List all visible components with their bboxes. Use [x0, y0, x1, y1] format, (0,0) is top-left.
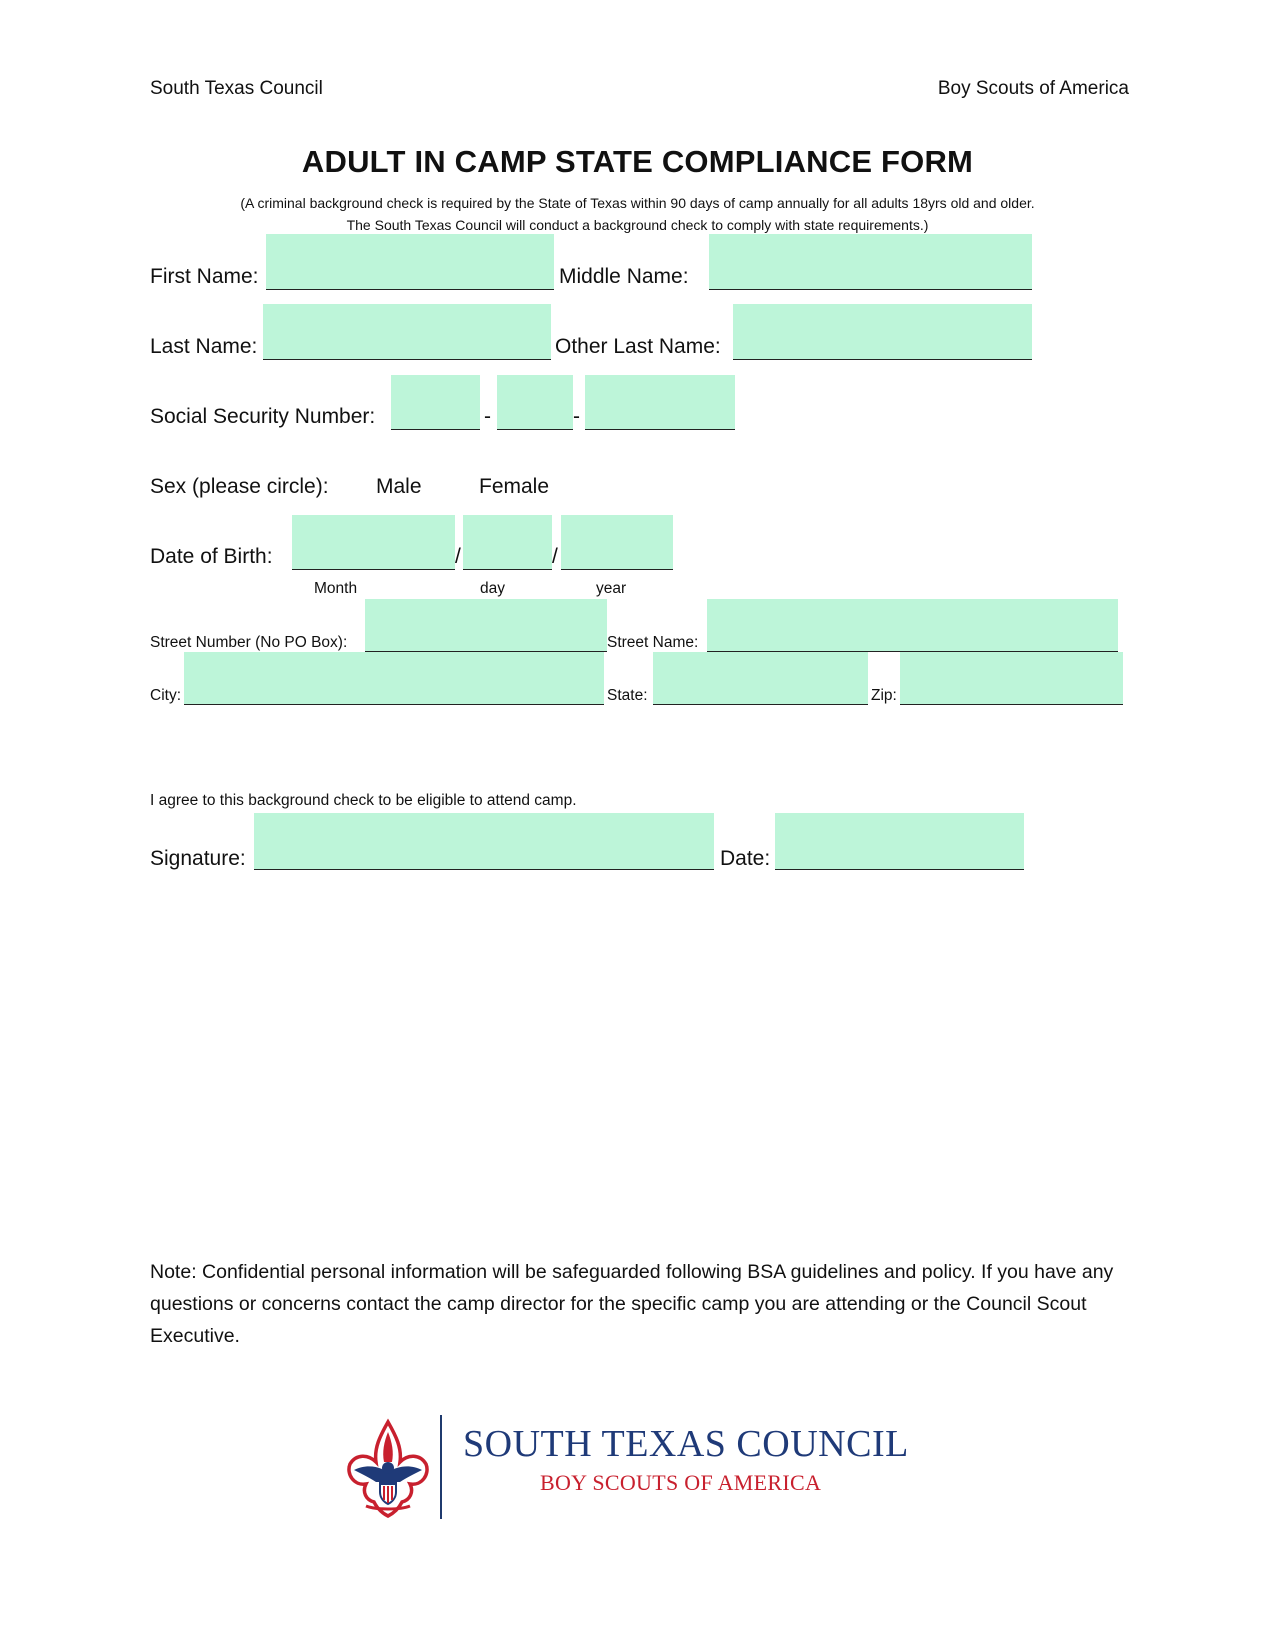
form-subtitle-line-1: (A criminal background check is required by the State of Texas within 90 days of camp annually for all adults 18yrs old and older. — [240, 195, 1035, 211]
dob-label: Date of Birth: — [150, 545, 273, 568]
logo-subtitle: BOY SCOUTS OF AMERICA — [540, 1470, 822, 1495]
zip-label: Zip: — [871, 687, 897, 704]
signature-field[interactable] — [254, 813, 714, 870]
middle-name-field[interactable] — [709, 234, 1032, 290]
signature-label: Signature: — [150, 847, 246, 870]
confidentiality-note: Note: Confidential personal information will be safeguarded following BSA guidelines and policy. If you have any questions or concerns contact the camp director for the specific camp you are attending or the Council Scout Executive. — [150, 1261, 1114, 1347]
logo-title: SOUTH TEXAS COUNCIL — [463, 1423, 909, 1465]
street-number-field[interactable] — [365, 599, 607, 652]
dob-year-field[interactable] — [561, 515, 673, 570]
ssn-label: Social Security Number: — [150, 405, 376, 428]
ssn-separator-1: - — [484, 405, 491, 428]
other-last-name-label: Other Last Name: — [555, 335, 721, 358]
header-organization-name: Boy Scouts of America — [937, 78, 1129, 99]
ssn-group-field[interactable] — [497, 375, 573, 430]
ssn-area-field[interactable] — [391, 375, 480, 430]
sex-option-male[interactable]: Male — [376, 475, 422, 498]
street-name-label: Street Name: — [607, 634, 699, 651]
dob-separator-2: / — [552, 545, 558, 568]
first-name-label: First Name: — [150, 265, 259, 288]
first-name-field[interactable] — [266, 234, 554, 290]
other-last-name-field[interactable] — [733, 304, 1032, 360]
zip-field[interactable] — [900, 652, 1123, 705]
ssn-separator-2: - — [573, 405, 580, 428]
bsa-emblem-icon — [344, 1418, 432, 1518]
dob-month-caption: Month — [314, 580, 358, 597]
ssn-serial-field[interactable] — [585, 375, 735, 430]
form-title: ADULT IN CAMP STATE COMPLIANCE FORM — [301, 144, 974, 179]
state-field[interactable] — [653, 652, 868, 705]
middle-name-label: Middle Name: — [559, 265, 689, 288]
logo-divider — [440, 1415, 442, 1519]
dob-day-caption: day — [480, 580, 505, 597]
state-label: State: — [607, 687, 648, 704]
form-subtitle-line-2: The South Texas Council will conduct a background check to comply with state requirements.) — [346, 217, 929, 233]
sex-option-female[interactable]: Female — [479, 475, 550, 498]
agreement-statement: I agree to this background check to be eligible to attend camp. — [150, 792, 577, 809]
last-name-label: Last Name: — [150, 335, 258, 358]
city-field[interactable] — [184, 652, 604, 705]
street-number-label: Street Number (No PO Box): — [150, 634, 348, 651]
date-label: Date: — [720, 847, 771, 870]
dob-year-caption: year — [596, 580, 627, 597]
date-field[interactable] — [775, 813, 1024, 870]
dob-separator-1: / — [455, 545, 461, 568]
dob-day-field[interactable] — [463, 515, 552, 570]
city-label: City: — [150, 687, 181, 704]
street-name-field[interactable] — [707, 599, 1118, 652]
sex-label: Sex (please circle): — [150, 475, 329, 498]
last-name-field[interactable] — [263, 304, 551, 360]
header-council-name: South Texas Council — [150, 78, 323, 99]
dob-month-field[interactable] — [292, 515, 455, 570]
